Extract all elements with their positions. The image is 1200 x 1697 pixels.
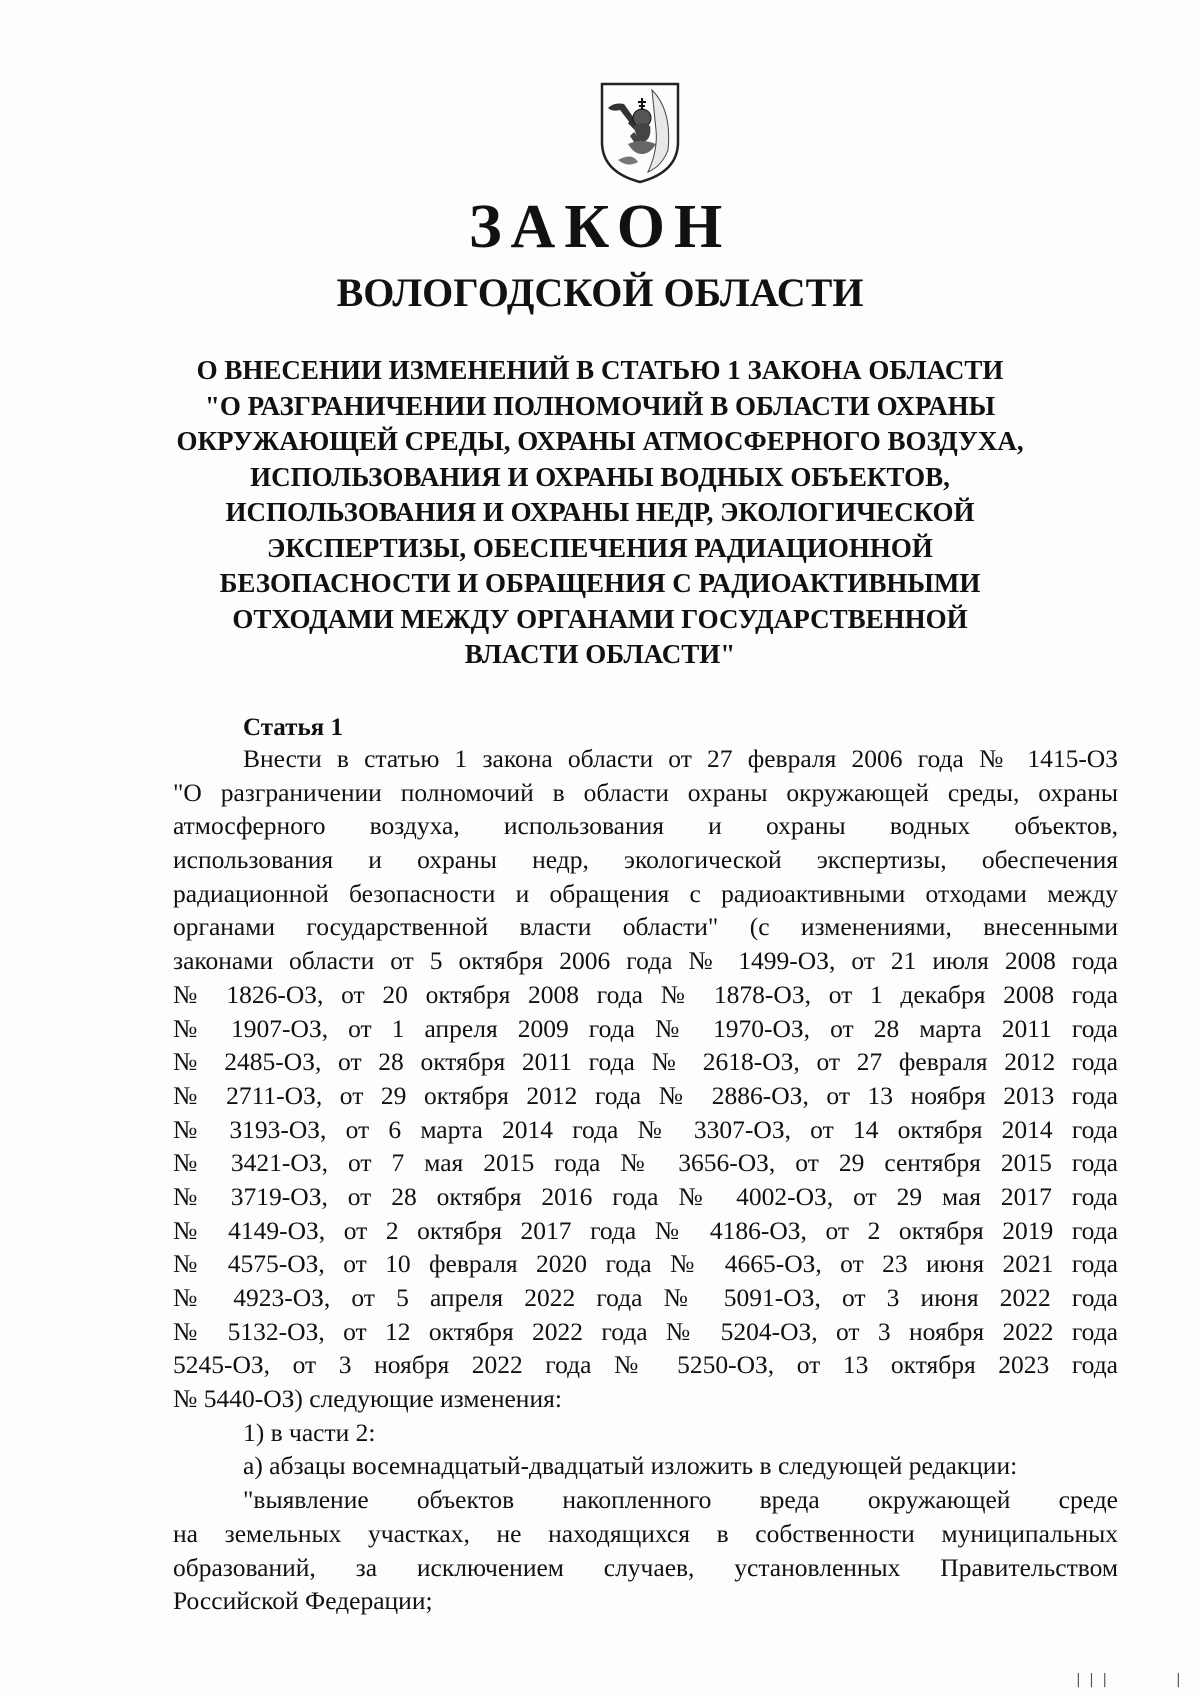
body-line: Российской Федерации;: [173, 1586, 433, 1616]
coat-of-arms-icon: [598, 80, 682, 186]
body-line: № 5132-ОЗ, от 12 октября 2022 года № 5204-ОЗ, от 3 ноября 2022 года: [173, 1316, 1118, 1346]
body-line: № 3421-ОЗ, от 7 мая 2015 года № 3656-ОЗ, от 29 сентября 2015 года: [173, 1148, 1118, 1178]
title-line: ВЛАСТИ ОБЛАСТИ": [464, 639, 736, 669]
title-line: ИСПОЛЬЗОВАНИЯ И ОХРАНЫ НЕДР, ЭКОЛОГИЧЕСКОЙ: [225, 497, 975, 527]
title-line: ЭКСПЕРТИЗЫ, ОБЕСПЕЧЕНИЯ РАДИАЦИОННОЙ: [267, 532, 933, 563]
article-heading: Статья 1: [243, 714, 343, 741]
body-line: "выявление объектов накопленного вреда окружающей среде: [243, 1485, 1118, 1515]
title-line: О ВНЕСЕНИИ ИЗМЕНЕНИЙ В СТАТЬЮ 1 ЗАКОНА ОБЛАСТИ: [196, 355, 1004, 385]
region-heading: ВОЛОГОДСКОЙ ОБЛАСТИ: [336, 270, 864, 315]
body-line: № 3193-ОЗ, от 6 марта 2014 года № 3307-ОЗ, от 14 октября 2014 года: [173, 1114, 1118, 1144]
body-line: № 1907-ОЗ, от 1 апреля 2009 года № 1970-ОЗ, от 28 марта 2011 года: [173, 1013, 1118, 1043]
body-line: № 4575-ОЗ, от 10 февраля 2020 года № 4665-ОЗ, от 23 июня 2021 года: [173, 1249, 1118, 1279]
body-line: на земельных участках, не находящихся в собственности муниципальных: [173, 1518, 1118, 1548]
title-line: БЕЗОПАСНОСТИ И ОБРАЩЕНИЯ С РАДИОАКТИВНЫМИ: [219, 568, 981, 598]
body-line: образований, за исключением случаев, установленных Правительством: [173, 1552, 1118, 1582]
body-line: № 2711-ОЗ, от 29 октября 2012 года № 2886-ОЗ, от 13 ноября 2013 года: [173, 1080, 1118, 1110]
title-line: ОКРУЖАЮЩЕЙ СРЕДЫ, ОХРАНЫ АТМОСФЕРНОГО ВОЗДУХА,: [176, 426, 1024, 456]
body-line: "О разграничении полномочий в области охраны окружающей среды, охраны: [173, 777, 1118, 807]
body-line: № 2485-ОЗ, от 28 октября 2011 года № 2618-ОЗ, от 27 февраля 2012 года: [173, 1047, 1118, 1077]
title-line: ОТХОДАМИ МЕЖДУ ОРГАНАМИ ГОСУДАРСТВЕННОЙ: [232, 603, 968, 634]
article-body: [173, 742, 1118, 1618]
title-line: ИСПОЛЬЗОВАНИЯ И ОХРАНЫ ВОДНЫХ ОБЪЕКТОВ,: [250, 461, 950, 492]
body-line: органами государственной власти области" (с изменениями, внесенными: [173, 912, 1118, 942]
body-line: радиационной безопасности и обращения с радиоактивными отходами между: [173, 878, 1118, 908]
body-line: № 3719-ОЗ, от 28 октября 2016 года № 4002-ОЗ, от 29 мая 2017 года: [173, 1181, 1118, 1211]
body-line: законами области от 5 октября 2006 года № 1499-ОЗ, от 21 июля 2008 года: [173, 946, 1118, 976]
body-line: Внести в статью 1 закона области от 27 февраля 2006 года № 1415-ОЗ: [243, 744, 1118, 773]
body-line: № 4149-ОЗ, от 2 октября 2017 года № 4186-ОЗ, от 2 октября 2019 года: [173, 1215, 1118, 1245]
title-line: "О РАЗГРАНИЧЕНИИ ПОЛНОМОЧИЙ В ОБЛАСТИ ОХРАНЫ: [204, 390, 996, 421]
scan-mark: | | |: [1076, 1672, 1110, 1688]
body-line: № 5440-ОЗ) следующие изменения:: [173, 1384, 562, 1414]
scan-mark: |: [1176, 1672, 1183, 1688]
body-line: № 1826-ОЗ, от 20 октября 2008 года № 1878-ОЗ, от 1 декабря 2008 года: [173, 979, 1118, 1009]
body-line: использования и охраны недр, экологической экспертизы, обеспечения: [173, 845, 1118, 875]
body-line: а) абзацы восемнадцатый-двадцатый изложить в следующей редакции:: [243, 1451, 1018, 1481]
body-line: № 4923-ОЗ, от 5 апреля 2022 года № 5091-ОЗ, от 3 июня 2022 года: [173, 1283, 1118, 1312]
document-type-heading: ЗАКОН: [468, 193, 732, 261]
law-title: [120, 353, 1080, 673]
body-line: атмосферного воздуха, использования и охраны водных объектов,: [173, 811, 1118, 841]
body-line: 1) в части 2:: [243, 1417, 376, 1447]
body-line: 5245-ОЗ, от 3 ноября 2022 года № 5250-ОЗ, от 13 октября 2023 года: [173, 1350, 1118, 1380]
